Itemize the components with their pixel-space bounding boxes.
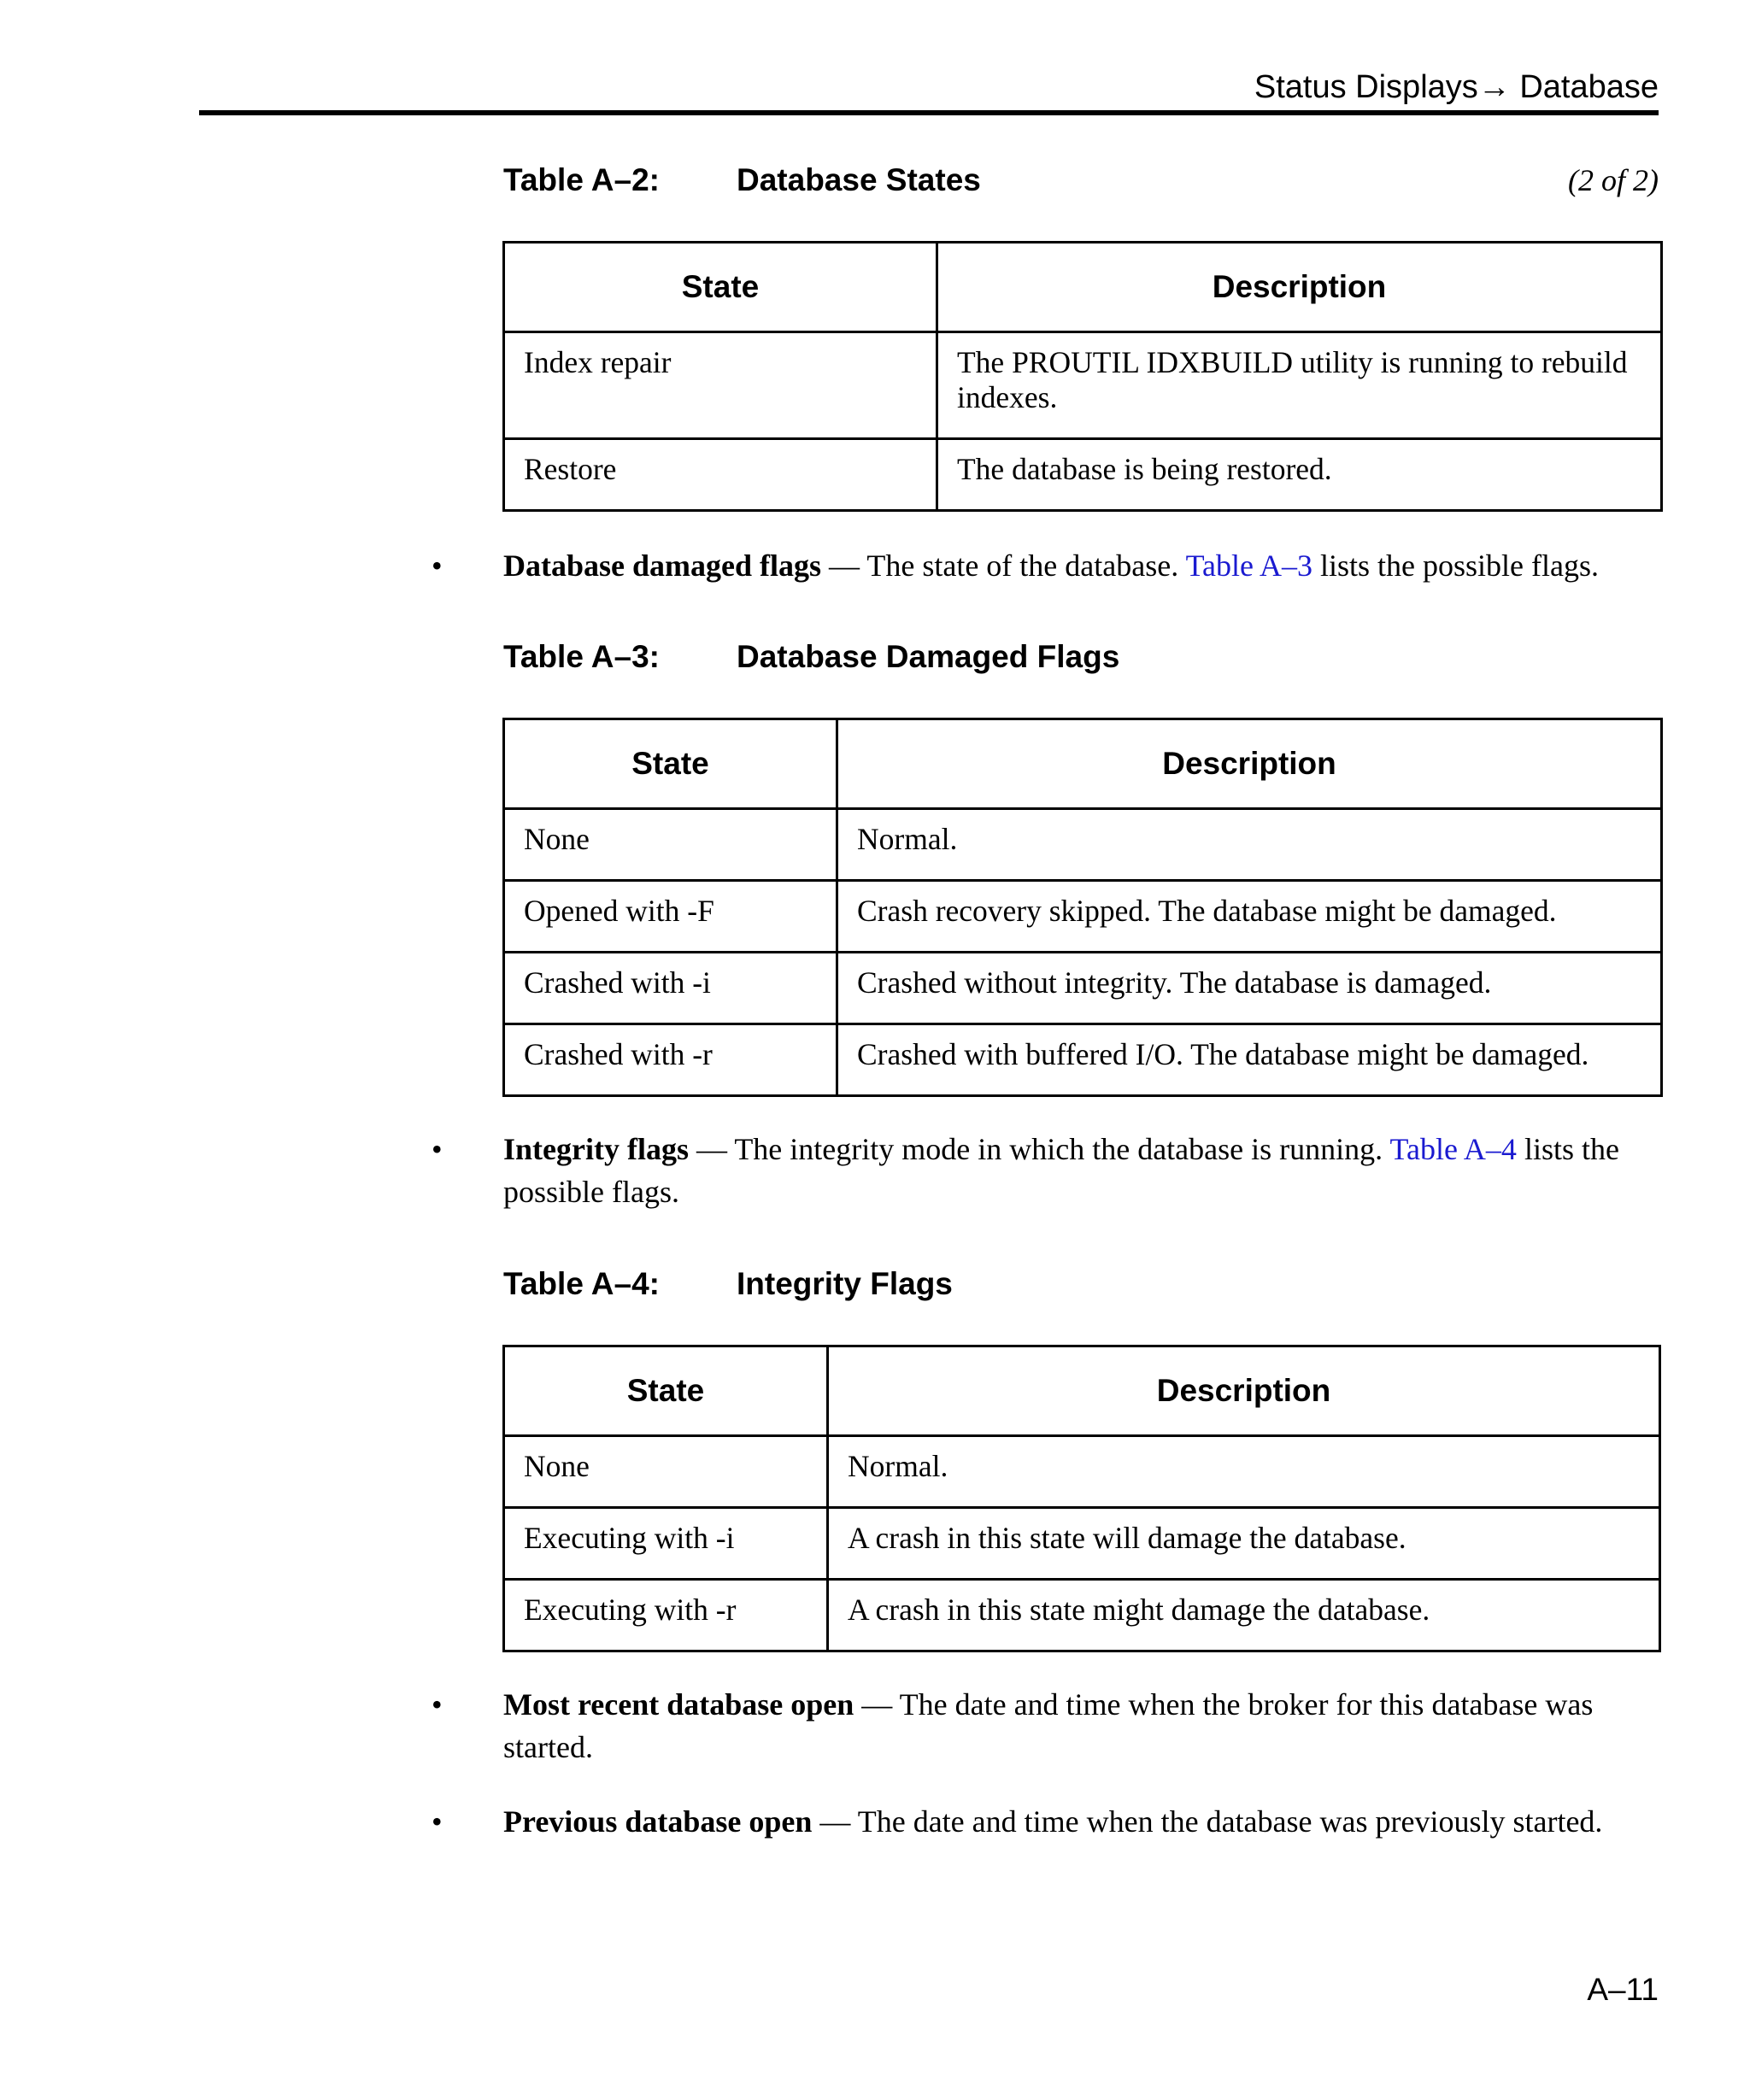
description-cell: Normal. (837, 809, 1662, 881)
description-cell: A crash in this state might damage the database. (828, 1580, 1660, 1651)
state-cell: Index repair (504, 332, 937, 439)
table-a4 (502, 1345, 1661, 1652)
bullet-text: — The date and time when the broker for this database was started. (503, 1687, 1594, 1764)
table-row (504, 1508, 1660, 1580)
bullet-icon: • (432, 1132, 443, 1166)
column-header-description: Description (937, 243, 1662, 332)
bullet-icon: • (432, 548, 443, 583)
column-header-description: Description (828, 1346, 1660, 1436)
bullet-icon: • (432, 1687, 443, 1722)
description-cell: Crashed without integrity. The database is damaged. (837, 953, 1662, 1024)
column-header-state: State (504, 243, 937, 332)
state-cell: Opened with -F (504, 881, 837, 953)
table-a3 (502, 718, 1663, 1097)
description-cell: Crash recovery skipped. The database might be damaged. (837, 881, 1662, 953)
bullet-text: lists the possible flags. (503, 1132, 1619, 1209)
table-row (504, 1024, 1662, 1096)
description-cell: The database is being restored. (937, 439, 1662, 511)
column-header-description: Description (837, 719, 1662, 809)
description-cell: A crash in this state will damage the database. (828, 1508, 1660, 1580)
bullet-text: — The state of the database. (821, 548, 1186, 583)
table-row (504, 881, 1662, 953)
table-a2-title: Database States (737, 162, 981, 197)
link-table-a3[interactable]: Table A–3 (1185, 548, 1313, 583)
bullet-icon: • (432, 1804, 443, 1839)
table-a4-number: Table A–4: (503, 1266, 660, 1301)
table-a2 (502, 241, 1663, 512)
description-cell: The PROUTIL IDXBUILD utility is running to rebuild indexes. (937, 332, 1662, 439)
state-cell: Crashed with -r (504, 1024, 837, 1096)
bullet-integrity-flags (432, 1128, 1662, 1213)
table-a3-title: Database Damaged Flags (737, 639, 1120, 674)
table-a4-title: Integrity Flags (737, 1266, 953, 1301)
bullet-database-damaged-flags (432, 544, 1662, 587)
table-a2-continuation: (2 of 2) (1568, 163, 1659, 197)
table-row (504, 1436, 1660, 1508)
state-cell: Restore (504, 439, 937, 511)
bullet-text: lists the possible flags. (1312, 548, 1600, 583)
bullet-term: Integrity flags (503, 1132, 689, 1166)
state-cell: None (504, 1436, 828, 1508)
table-header-row (504, 1346, 1660, 1436)
description-cell: Crashed with buffered I/O. The database might be damaged. (837, 1024, 1662, 1096)
link-table-a4[interactable]: Table A–4 (1389, 1132, 1517, 1166)
bullet-text: — The integrity mode in which the database is running. (688, 1132, 1390, 1166)
table-a2-number: Table A–2: (503, 162, 660, 197)
bullet-most-recent-database-open (432, 1683, 1662, 1769)
table-row (504, 439, 1662, 511)
table-a2-caption (503, 161, 981, 200)
bullet-text: — The date and time when the database was previously started. (812, 1804, 1603, 1839)
header-rule (199, 110, 1659, 115)
table-header-row (504, 719, 1662, 809)
table-header-row (504, 243, 1662, 332)
table-a4-caption (503, 1264, 953, 1304)
state-cell: Executing with -r (504, 1580, 828, 1651)
description-cell: Normal. (828, 1436, 1660, 1508)
column-header-state: State (504, 1346, 828, 1436)
table-a3-caption (503, 637, 1120, 677)
column-header-state: State (504, 719, 837, 809)
table-row (504, 1580, 1660, 1651)
state-cell: Crashed with -i (504, 953, 837, 1024)
table-row (504, 953, 1662, 1024)
bullet-term: Database damaged flags (503, 548, 822, 583)
table-row (504, 809, 1662, 881)
bullet-previous-database-open (432, 1800, 1662, 1843)
table-row (504, 332, 1662, 439)
bullet-term: Previous database open (503, 1804, 813, 1839)
bullet-term: Most recent database open (503, 1687, 854, 1722)
page-number: A–11 (1587, 1972, 1659, 2007)
table-a3-number: Table A–3: (503, 639, 660, 674)
state-cell: None (504, 809, 837, 881)
state-cell: Executing with -i (504, 1508, 828, 1580)
running-head: Status Displays→ Database (1254, 69, 1659, 105)
